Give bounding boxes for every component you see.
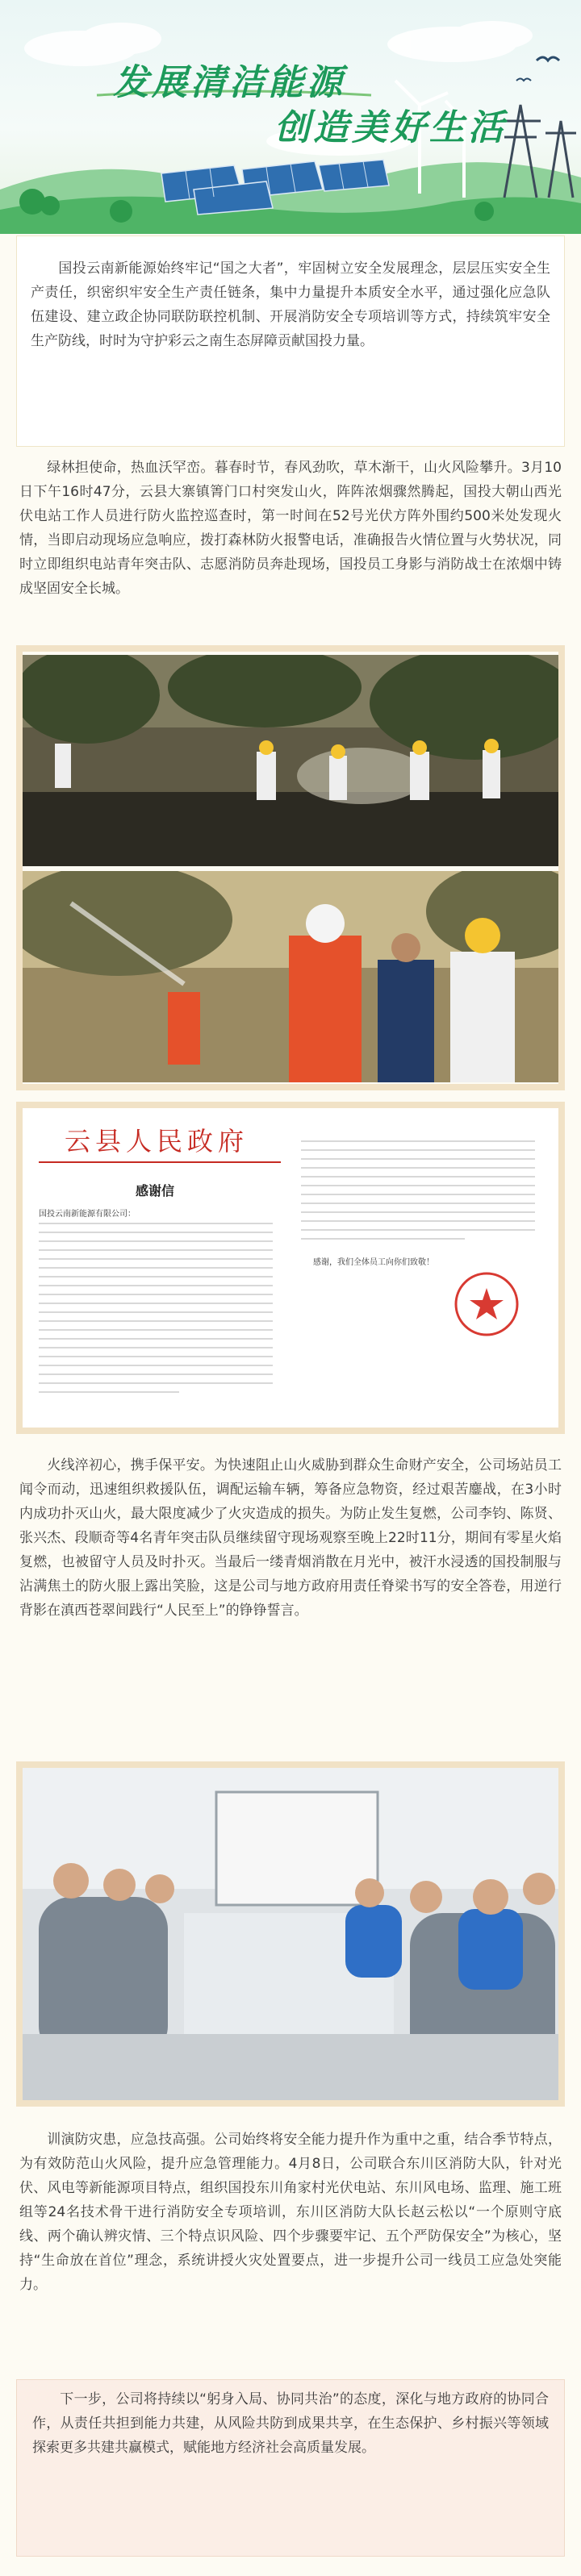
photo-training	[23, 1768, 558, 2100]
intro-paragraph	[31, 256, 550, 353]
intro-text: 国投云南新能源始终牢记“国之大者”，牢固树立安全发展理念，层层压实安全生产责任，织密织牢安全生产责任链条，集中力量提升本质安全水平，通过强化应急队伍建设、建立政企协同联防联控机制、开展消防安全专项培训等方式，持续筑牢安全生产防线，时时为守护彩云之南生态屏障贡献国投力量。	[31, 261, 550, 349]
photo-firefighting-2	[23, 871, 558, 1082]
photo-firefighting-1	[23, 655, 558, 866]
banner	[0, 0, 581, 234]
section3-text: 训演防灾患，应急技高强。公司始终将安全能力提升作为重中之重，结合季节特点，为有效防范山火风险，提升应急管理能力。4月8日，公司联合东川区消防大队，针对光伏、风电等新能源项目特点，组织国投东川角家村光伏电站、东川风电场、监理、施工班组等24名技术骨干进行消防安全专项培训，东川区消防大队长赵云松以“一个原则守底线、两个确认辨灾情、三个特点识风险、四个步骤要牢记、五个严防保安全”为核心，坚持“生命放在首位”理念，系统讲授火灾处置要点，进一步提升公司一线员工应急处突能力。	[19, 2132, 562, 2293]
section1-paragraph	[19, 456, 562, 601]
government-seal-icon	[450, 1268, 523, 1340]
letter-body-left	[39, 1223, 273, 1400]
banner-title-line2: 创造美好生活	[274, 107, 507, 148]
thank-you-letter	[23, 1108, 558, 1428]
letter-header-rule	[39, 1161, 281, 1163]
section2-text: 火线淬初心，携手保平安。为快速阻止山火威胁到群众生命财产安全，公司场站员工闻令而动，迅速组织救援队伍，调配运输车辆，筹备应急物资，经过艰苦鏖战，在3小时内成功扑灭山火，最大限度减少了火灾造成的损失。为防止发生复燃，公司李钧、陈贤、张兴杰、段顺奇等4名青年突击队员继续留守现场观察至晚上22时11分，期间有零星火焰复燃，也被留守人员及时扑灭。当最后一缕青烟消散在月光中，被汗水浸透的国投制服与沾满焦土的防火服上露出笑脸，这是公司与地方政府用责任脊梁书写的安全答卷，用逆行背影在滇西苍翠间践行“人民至上”的铮铮誓言。	[19, 1457, 562, 1619]
section2-paragraph	[19, 1453, 562, 1623]
letter-closing: 感谢，我们全体员工向你们致敬！	[313, 1258, 434, 1267]
banner-title-line1: 发展清洁能源	[113, 62, 345, 103]
letter-header: 云县人民政府	[65, 1126, 249, 1157]
closing-paragraph	[32, 2387, 549, 2460]
section3-paragraph	[19, 2128, 562, 2297]
section1-text: 绿林担使命，热血沃罕峦。暮春时节，春风劲吹，草木渐干，山火风险攀升。3月10日下午16时47分，云县大寨镇箐门口村突发山火，阵阵浓烟骤然腾起，国投大朝山西光伏电站工作人员进行防火监控巡查时，第一时间在52号光伏方阵外围约500米处发现火情，当即启动现场应急响应，拨打森林防火报警电话，准确报告火情位置与火势状况，同时立即组织电站青年突击队、志愿消防员奔赴现场，国投员工身影与消防战士在浓烟中铸成坚固安全长城。	[19, 460, 562, 597]
letter-salutation: 国投云南新能源有限公司：	[39, 1210, 136, 1219]
letter-body-right	[301, 1140, 535, 1247]
letter-title: 感谢信	[136, 1183, 175, 1198]
closing-text: 下一步，公司将持续以“躬身入局、协同共治”的态度，深化与地方政府的协同合作，从责任共担到能力共建，从风险共防到成果共享，在生态保护、乡村振兴等领域探索更多共建共赢模式，赋能地方经济社会高质量发展。	[32, 2391, 549, 2456]
